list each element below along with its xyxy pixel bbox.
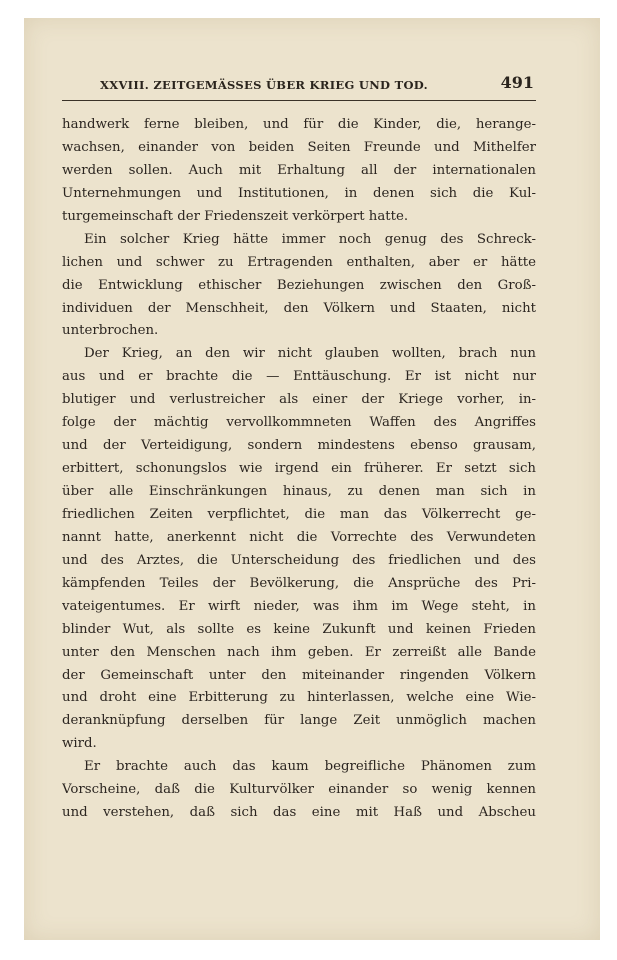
text-line: lichen und schwer zu Ertragenden enthalten, aber er hätte (62, 254, 536, 270)
text-line: Vorscheine, daß die Kulturvölker einander so wenig kennen (62, 782, 536, 798)
text-line: handwerk ferne bleiben, und für die Kinder, die, herange- (62, 117, 536, 132)
text-line: und droht eine Erbitterung zu hinterlassen, welche eine Wie- (62, 690, 536, 706)
page-number: 491 (500, 73, 534, 92)
book-page (24, 18, 600, 940)
text-line: wachsen, einander von beiden Seiten Freunde und Mithelfer (62, 139, 536, 155)
text-line: und des Arztes, die Unterscheidung des friedlichen und des (62, 552, 536, 568)
body-text (62, 114, 536, 825)
page-header (62, 70, 536, 101)
text-line: Ein solcher Krieg hätte immer noch genug des Schreck- (84, 231, 536, 247)
text-line: folge der mächtig vervollkommneten Waffen des Angriffes (62, 415, 536, 431)
text-line: der Gemeinschaft unter den miteinander ringenden Völkern (62, 667, 536, 683)
text-line: und der Verteidigung, sondern mindestens ebenso grausam, (62, 438, 536, 454)
text-line: turgemeinschaft der Friedenszeit verkörpert hatte. (62, 208, 409, 224)
text-line: unter den Menschen nach ihm geben. Er zerreißt alle Bande (62, 644, 536, 660)
text-line: vateigentumes. Er wirft nieder, was ihm im Wege steht, in (62, 598, 536, 614)
text-line: deranknüpfung derselben für lange Zeit unmöglich machen (62, 713, 536, 729)
text-line: die Entwicklung ethischer Beziehungen zwischen den Groß- (62, 277, 536, 293)
text-line: wird. (62, 736, 97, 752)
text-line: erbittert, schonungslos wie irgend ein früherer. Er setzt sich (62, 461, 536, 477)
text-line: aus und er brachte die — Enttäuschung. Er ist nicht nur (62, 369, 536, 385)
text-line: Unternehmungen und Institutionen, in denen sich die Kul- (62, 185, 536, 201)
text-line: Er brachte auch das kaum begreifliche Phänomen zum (84, 759, 536, 775)
text-line: nannt hatte, anerkennt nicht die Vorrechte des Verwundeten (62, 529, 536, 545)
text-line: friedlichen Zeiten verpflichtet, die man das Völkerrecht ge- (62, 506, 536, 522)
text-line: über alle Einschränkungen hinaus, zu denen man sich in (62, 484, 536, 499)
text-line: blinder Wut, als sollte es keine Zukunft und keinen Frieden (62, 621, 536, 637)
running-title: XXVIII. ZEITGEMÄSSES ÜBER KRIEG UND TOD. (100, 78, 428, 92)
text-line: und verstehen, daß sich das eine mit Haß und Abscheu (62, 805, 536, 821)
text-line: individuen der Menschheit, den Völkern und Staaten, nicht (62, 300, 536, 316)
text-line: unterbrochen. (62, 323, 159, 339)
text-line: blutiger und verlustreicher als einer der Kriege vorher, in- (62, 392, 536, 408)
text-line: Der Krieg, an den wir nicht glauben wollten, brach nun (84, 346, 536, 362)
text-line: kämpfenden Teiles der Bevölkerung, die Ansprüche des Pri- (62, 575, 536, 591)
text-line: werden sollen. Auch mit Erhaltung all der internationalen (62, 162, 536, 178)
